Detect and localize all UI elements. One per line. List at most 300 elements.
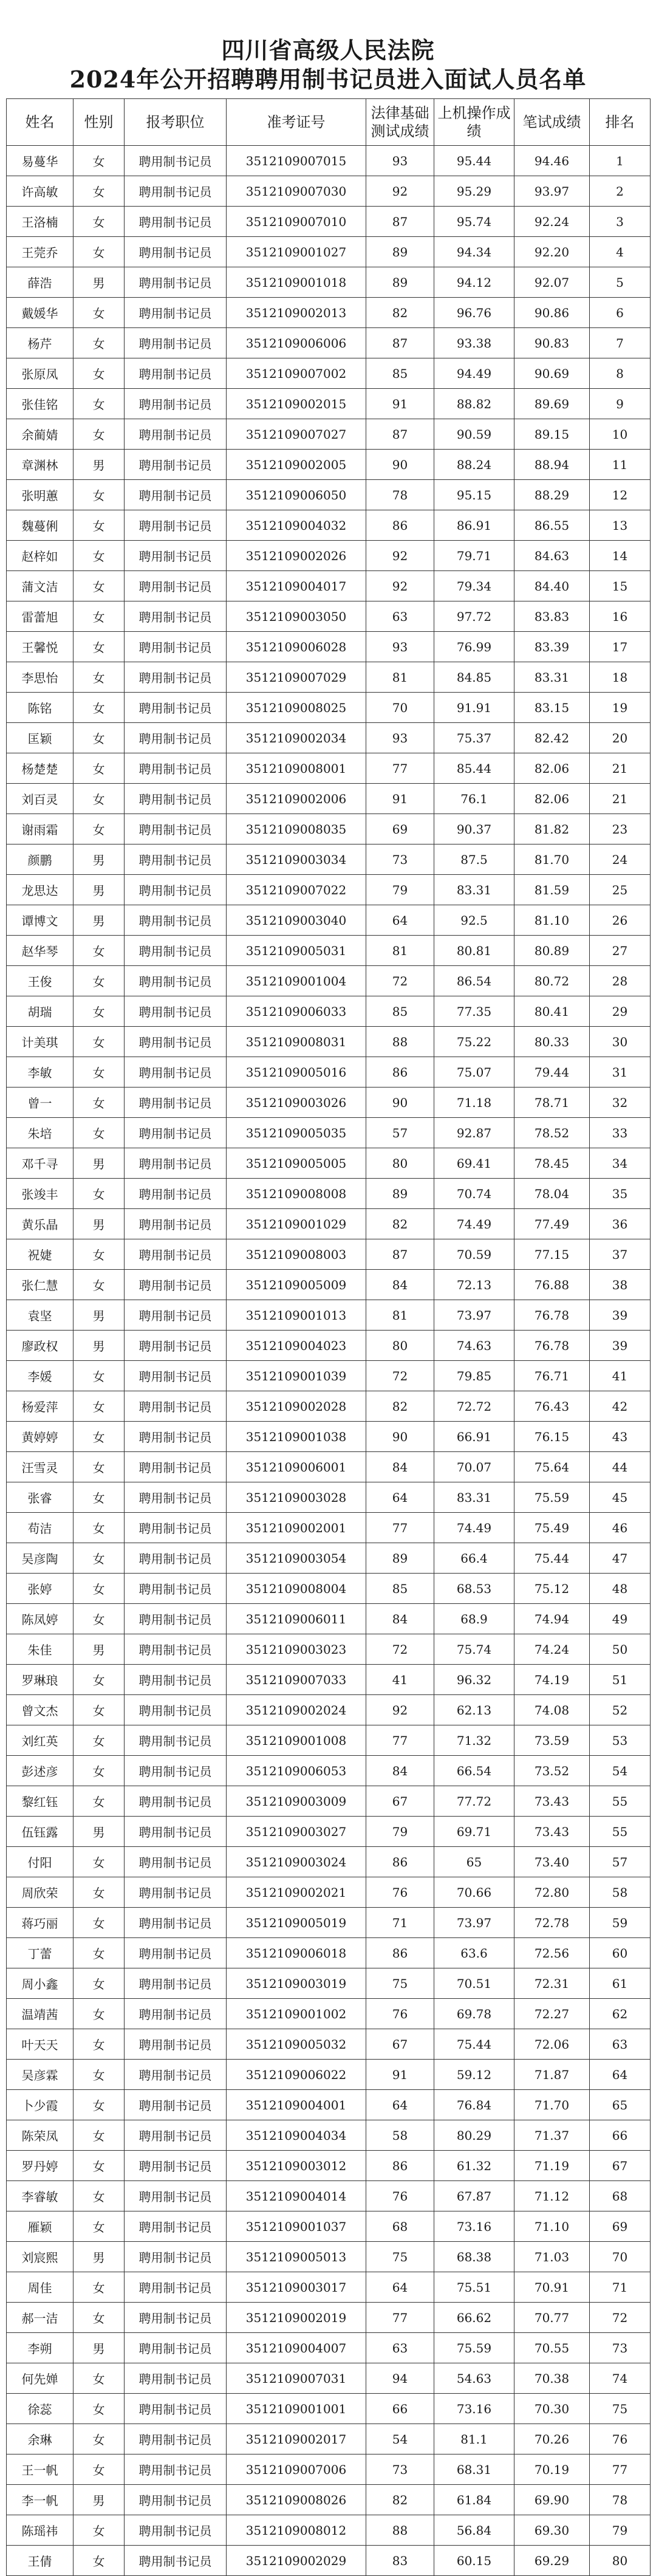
table-row [7,1725,651,1756]
cell-name: 戴媛华 [7,298,73,328]
cell-computer-score: 95.15 [434,480,514,510]
cell-sex: 男 [73,267,125,298]
table-row [7,1270,651,1300]
table-row [7,1999,651,2029]
cell-position: 聘用制书记员 [125,1543,227,1574]
cell-law-score: 86 [366,510,434,541]
cell-name: 李一帆 [7,2485,73,2515]
cell-law-score: 81 [366,662,434,693]
cell-computer-score: 88.24 [434,450,514,480]
table-row [7,1574,651,1604]
cell-law-score: 73 [366,844,434,875]
cell-computer-score: 60.15 [434,2546,514,2576]
cell-exam-id: 3512109007022 [227,875,366,905]
table-row [7,1877,651,1908]
cell-name: 苟洁 [7,1513,73,1543]
cell-law-score: 89 [366,1543,434,1574]
cell-written-score: 73.59 [514,1725,590,1756]
cell-exam-id: 3512109003023 [227,1634,366,1665]
cell-written-score: 78.45 [514,1148,590,1179]
cell-name: 邓千寻 [7,1148,73,1179]
cell-position: 聘用制书记员 [125,1786,227,1817]
cell-sex: 女 [73,662,125,693]
cell-name: 赵华琴 [7,936,73,966]
cell-law-score: 79 [366,1817,434,1847]
cell-sex: 女 [73,632,125,662]
cell-computer-score: 56.84 [434,2515,514,2546]
cell-sex: 男 [73,844,125,875]
cell-rank: 6 [590,298,651,328]
cell-written-score: 90.83 [514,328,590,358]
cell-written-score: 71.37 [514,2120,590,2151]
cell-sex: 女 [73,784,125,814]
cell-computer-score: 96.32 [434,1665,514,1695]
cell-written-score: 75.49 [514,1513,590,1543]
cell-exam-id: 3512109003026 [227,1088,366,1118]
cell-name: 计美琪 [7,1027,73,1057]
cell-law-score: 81 [366,936,434,966]
cell-law-score: 83 [366,2546,434,2576]
table-row [7,875,651,905]
table-row [7,1482,651,1513]
cell-exam-id: 3512109004034 [227,2120,366,2151]
table-body [7,146,651,2576]
cell-written-score: 90.86 [514,298,590,328]
cell-rank: 21 [590,784,651,814]
cell-rank: 51 [590,1665,651,1695]
cell-written-score: 76.71 [514,1361,590,1391]
cell-name: 朱培 [7,1118,73,1148]
cell-rank: 42 [590,1391,651,1422]
cell-name: 余琳 [7,2424,73,2454]
cell-law-score: 84 [366,1756,434,1786]
cell-written-score: 74.94 [514,1604,590,1634]
table-row [7,936,651,966]
cell-sex: 女 [73,541,125,571]
cell-law-score: 72 [366,1361,434,1391]
cell-computer-score: 92.5 [434,905,514,936]
cell-computer-score: 66.54 [434,1756,514,1786]
cell-computer-score: 80.29 [434,2120,514,2151]
cell-name: 曾文杰 [7,1695,73,1725]
table-row [7,844,651,875]
cell-position: 聘用制书记员 [125,1968,227,1999]
cell-position: 聘用制书记员 [125,936,227,966]
table-row [7,2333,651,2363]
cell-position: 聘用制书记员 [125,1725,227,1756]
cell-position: 聘用制书记员 [125,2394,227,2424]
cell-position: 聘用制书记员 [125,1209,227,1239]
cell-exam-id: 3512109008031 [227,1027,366,1057]
cell-computer-score: 94.34 [434,237,514,267]
cell-sex: 女 [73,1695,125,1725]
cell-name: 王莞乔 [7,237,73,267]
table-row [7,1239,651,1270]
cell-computer-score: 69.71 [434,1817,514,1847]
cell-written-score: 79.44 [514,1057,590,1088]
cell-position: 聘用制书记员 [125,1756,227,1786]
cell-rank: 77 [590,2454,651,2485]
cell-position: 聘用制书记员 [125,844,227,875]
cell-computer-score: 75.22 [434,1027,514,1057]
cell-law-score: 80 [366,1148,434,1179]
cell-exam-id: 3512109004032 [227,510,366,541]
cell-position: 聘用制书记员 [125,2242,227,2272]
cell-name: 周欣荣 [7,1877,73,1908]
cell-name: 陈凤婷 [7,1604,73,1634]
cell-law-score: 75 [366,2242,434,2272]
cell-name: 余蔺婧 [7,419,73,450]
cell-rank: 54 [590,1756,651,1786]
cell-position: 聘用制书记员 [125,2120,227,2151]
cell-computer-score: 90.59 [434,419,514,450]
cell-written-score: 92.20 [514,237,590,267]
cell-rank: 43 [590,1422,651,1452]
cell-position: 聘用制书记员 [125,1088,227,1118]
cell-rank: 1 [590,146,651,176]
cell-sex: 女 [73,1422,125,1452]
table-row [7,298,651,328]
cell-exam-id: 3512109001029 [227,1209,366,1239]
cell-sex: 男 [73,905,125,936]
cell-name: 李敏 [7,1057,73,1088]
cell-sex: 女 [73,1756,125,1786]
cell-name: 李思怡 [7,662,73,693]
cell-computer-score: 73.97 [434,1300,514,1331]
cell-exam-id: 3512109006053 [227,1756,366,1786]
cell-written-score: 92.24 [514,207,590,237]
cell-written-score: 74.19 [514,1665,590,1695]
cell-name: 刘百灵 [7,784,73,814]
cell-written-score: 83.39 [514,632,590,662]
cell-written-score: 92.07 [514,267,590,298]
cell-rank: 31 [590,1057,651,1088]
cell-exam-id: 3512109007031 [227,2363,366,2394]
cell-position: 聘用制书记员 [125,905,227,936]
table-row [7,1604,651,1634]
cell-law-score: 91 [366,784,434,814]
table-row [7,2303,651,2333]
cell-name: 张睿 [7,1482,73,1513]
cell-law-score: 92 [366,571,434,601]
cell-law-score: 77 [366,1725,434,1756]
cell-computer-score: 88.82 [434,389,514,419]
cell-rank: 11 [590,450,651,480]
cell-exam-id: 3512109007006 [227,2454,366,2485]
cell-position: 聘用制书记员 [125,2211,227,2242]
cell-name: 雁颖 [7,2211,73,2242]
cell-computer-score: 75.74 [434,1634,514,1665]
cell-rank: 80 [590,2546,651,2576]
cell-written-score: 69.30 [514,2515,590,2546]
cell-exam-id: 3512109003019 [227,1968,366,1999]
cell-sex: 女 [73,601,125,632]
cell-name: 付阳 [7,1847,73,1877]
header-name: 姓名 [7,99,73,146]
cell-computer-score: 75.59 [434,2333,514,2363]
cell-computer-score: 54.63 [434,2363,514,2394]
cell-computer-score: 68.31 [434,2454,514,2485]
cell-rank: 71 [590,2272,651,2303]
cell-written-score: 72.06 [514,2029,590,2060]
cell-exam-id: 3512109001039 [227,1361,366,1391]
table-row [7,966,651,996]
cell-law-score: 77 [366,1513,434,1543]
cell-law-score: 85 [366,1574,434,1604]
cell-sex: 女 [73,1999,125,2029]
cell-rank: 38 [590,1270,651,1300]
cell-exam-id: 3512109003028 [227,1482,366,1513]
cell-position: 聘用制书记员 [125,2546,227,2576]
cell-name: 张佳铭 [7,389,73,419]
cell-name: 温靖茜 [7,1999,73,2029]
cell-rank: 52 [590,1695,651,1725]
cell-law-score: 77 [366,2303,434,2333]
table-row [7,1543,651,1574]
header-position: 报考职位 [125,99,227,146]
cell-rank: 39 [590,1300,651,1331]
cell-name: 张婷 [7,1574,73,1604]
cell-rank: 24 [590,844,651,875]
cell-sex: 女 [73,2060,125,2090]
cell-written-score: 84.40 [514,571,590,601]
header-sex: 性别 [73,99,125,146]
cell-computer-score: 86.54 [434,966,514,996]
cell-computer-score: 67.87 [434,2181,514,2211]
cell-law-score: 92 [366,541,434,571]
cell-written-score: 89.15 [514,419,590,450]
cell-position: 聘用制书记员 [125,2454,227,2485]
table-row [7,905,651,936]
cell-sex: 男 [73,875,125,905]
cell-exam-id: 3512109002017 [227,2424,366,2454]
cell-exam-id: 3512109001004 [227,966,366,996]
cell-position: 聘用制书记员 [125,1817,227,1847]
cell-sex: 女 [73,996,125,1027]
cell-law-score: 54 [366,2424,434,2454]
cell-rank: 23 [590,814,651,844]
cell-computer-score: 61.84 [434,2485,514,2515]
cell-law-score: 92 [366,176,434,207]
cell-position: 聘用制书记员 [125,2090,227,2120]
cell-computer-score: 76.84 [434,2090,514,2120]
cell-position: 聘用制书记员 [125,2333,227,2363]
cell-computer-score: 79.71 [434,541,514,571]
cell-sex: 男 [73,1331,125,1361]
cell-exam-id: 3512109003034 [227,844,366,875]
cell-position: 聘用制书记员 [125,1999,227,2029]
cell-position: 聘用制书记员 [125,1634,227,1665]
cell-exam-id: 3512109001001 [227,2394,366,2424]
cell-law-score: 86 [366,2151,434,2181]
cell-sex: 男 [73,2485,125,2515]
cell-law-score: 79 [366,875,434,905]
cell-rank: 26 [590,905,651,936]
table-row [7,1908,651,1938]
cell-name: 黄婷婷 [7,1422,73,1452]
cell-rank: 5 [590,267,651,298]
cell-computer-score: 75.37 [434,723,514,753]
cell-position: 聘用制书记员 [125,1239,227,1270]
table-row [7,2363,651,2394]
table-row [7,1968,651,1999]
cell-rank: 39 [590,1331,651,1361]
cell-sex: 女 [73,2515,125,2546]
cell-position: 聘用制书记员 [125,1482,227,1513]
table-row [7,1027,651,1057]
cell-sex: 女 [73,936,125,966]
cell-sex: 女 [73,1027,125,1057]
cell-computer-score: 70.51 [434,1968,514,1999]
cell-written-score: 69.90 [514,2485,590,2515]
cell-position: 聘用制书记员 [125,1179,227,1209]
cell-law-score: 64 [366,905,434,936]
table-row [7,1331,651,1361]
cell-exam-id: 3512109002001 [227,1513,366,1543]
cell-law-score: 68 [366,2211,434,2242]
cell-computer-score: 81.1 [434,2424,514,2454]
cell-position: 聘用制书记员 [125,2363,227,2394]
cell-law-score: 63 [366,2333,434,2363]
cell-written-score: 72.27 [514,1999,590,2029]
cell-computer-score: 73.97 [434,1908,514,1938]
cell-sex: 女 [73,1908,125,1938]
cell-rank: 48 [590,1574,651,1604]
cell-law-score: 89 [366,1179,434,1209]
cell-rank: 44 [590,1452,651,1482]
cell-name: 吴彦霖 [7,2060,73,2090]
cell-sex: 女 [73,2120,125,2151]
cell-exam-id: 3512109004023 [227,1331,366,1361]
table-row [7,328,651,358]
table-row [7,358,651,389]
cell-position: 聘用制书记员 [125,1574,227,1604]
cell-exam-id: 3512109005019 [227,1908,366,1938]
cell-rank: 3 [590,207,651,237]
cell-rank: 16 [590,601,651,632]
cell-exam-id: 3512109007002 [227,358,366,389]
cell-rank: 55 [590,1817,651,1847]
cell-rank: 50 [590,1634,651,1665]
table-row [7,1057,651,1088]
cell-position: 聘用制书记员 [125,1422,227,1452]
cell-law-score: 90 [366,1422,434,1452]
cell-computer-score: 76.1 [434,784,514,814]
cell-computer-score: 71.18 [434,1088,514,1118]
cell-position: 聘用制书记员 [125,480,227,510]
cell-law-score: 64 [366,2090,434,2120]
cell-exam-id: 3512109004001 [227,2090,366,2120]
cell-rank: 35 [590,1179,651,1209]
cell-sex: 女 [73,510,125,541]
table-row [7,2120,651,2151]
cell-exam-id: 3512109002026 [227,541,366,571]
cell-name: 朱佳 [7,1634,73,1665]
cell-computer-score: 68.53 [434,1574,514,1604]
cell-law-score: 64 [366,2272,434,2303]
cell-rank: 53 [590,1725,651,1756]
cell-sex: 女 [73,1847,125,1877]
cell-exam-id: 3512109008003 [227,1239,366,1270]
cell-position: 聘用制书记员 [125,1148,227,1179]
cell-rank: 33 [590,1118,651,1148]
table-row [7,510,651,541]
cell-position: 聘用制书记员 [125,662,227,693]
cell-sex: 女 [73,1604,125,1634]
cell-rank: 21 [590,753,651,784]
cell-law-score: 90 [366,450,434,480]
cell-position: 聘用制书记员 [125,2424,227,2454]
cell-rank: 29 [590,996,651,1027]
cell-sex: 女 [73,146,125,176]
cell-computer-score: 63.6 [434,1938,514,1968]
table-row [7,662,651,693]
cell-rank: 34 [590,1148,651,1179]
cell-name: 颜鹏 [7,844,73,875]
cell-law-score: 63 [366,601,434,632]
cell-name: 匡颖 [7,723,73,753]
table-row [7,1938,651,1968]
cell-position: 聘用制书记员 [125,1665,227,1695]
cell-computer-score: 83.31 [434,875,514,905]
cell-exam-id: 3512109006033 [227,996,366,1027]
table-row [7,2272,651,2303]
cell-name: 魏蔓俐 [7,510,73,541]
cell-law-score: 69 [366,814,434,844]
cell-position: 聘用制书记员 [125,419,227,450]
cell-exam-id: 3512109003009 [227,1786,366,1817]
cell-name: 王洛楠 [7,207,73,237]
cell-computer-score: 94.12 [434,267,514,298]
cell-written-score: 88.29 [514,480,590,510]
cell-law-score: 80 [366,1331,434,1361]
cell-written-score: 72.78 [514,1908,590,1938]
cell-exam-id: 3512109002034 [227,723,366,753]
cell-rank: 4 [590,237,651,267]
cell-written-score: 78.52 [514,1118,590,1148]
cell-sex: 女 [73,2090,125,2120]
cell-exam-id: 3512109005009 [227,1270,366,1300]
cell-computer-score: 74.49 [434,1209,514,1239]
table-row [7,2394,651,2424]
cell-law-score: 78 [366,480,434,510]
table-row [7,693,651,723]
cell-law-score: 91 [366,2060,434,2090]
cell-position: 聘用制书记员 [125,753,227,784]
cell-exam-id: 3512109001013 [227,1300,366,1331]
cell-written-score: 70.26 [514,2424,590,2454]
cell-computer-score: 73.16 [434,2394,514,2424]
table-row [7,1513,651,1543]
cell-computer-score: 97.72 [434,601,514,632]
cell-law-score: 86 [366,1057,434,1088]
cell-position: 聘用制书记员 [125,2272,227,2303]
table-row [7,996,651,1027]
cell-position: 聘用制书记员 [125,1908,227,1938]
cell-rank: 17 [590,632,651,662]
cell-sex: 男 [73,1148,125,1179]
cell-name: 薛浩 [7,267,73,298]
cell-position: 聘用制书记员 [125,2303,227,2333]
cell-written-score: 81.82 [514,814,590,844]
cell-law-score: 82 [366,1209,434,1239]
header-written-score: 笔试成绩 [514,99,590,146]
cell-sex: 女 [73,1452,125,1482]
cell-sex: 女 [73,1179,125,1209]
table-row [7,2485,651,2515]
cell-computer-score: 91.91 [434,693,514,723]
cell-sex: 女 [73,298,125,328]
